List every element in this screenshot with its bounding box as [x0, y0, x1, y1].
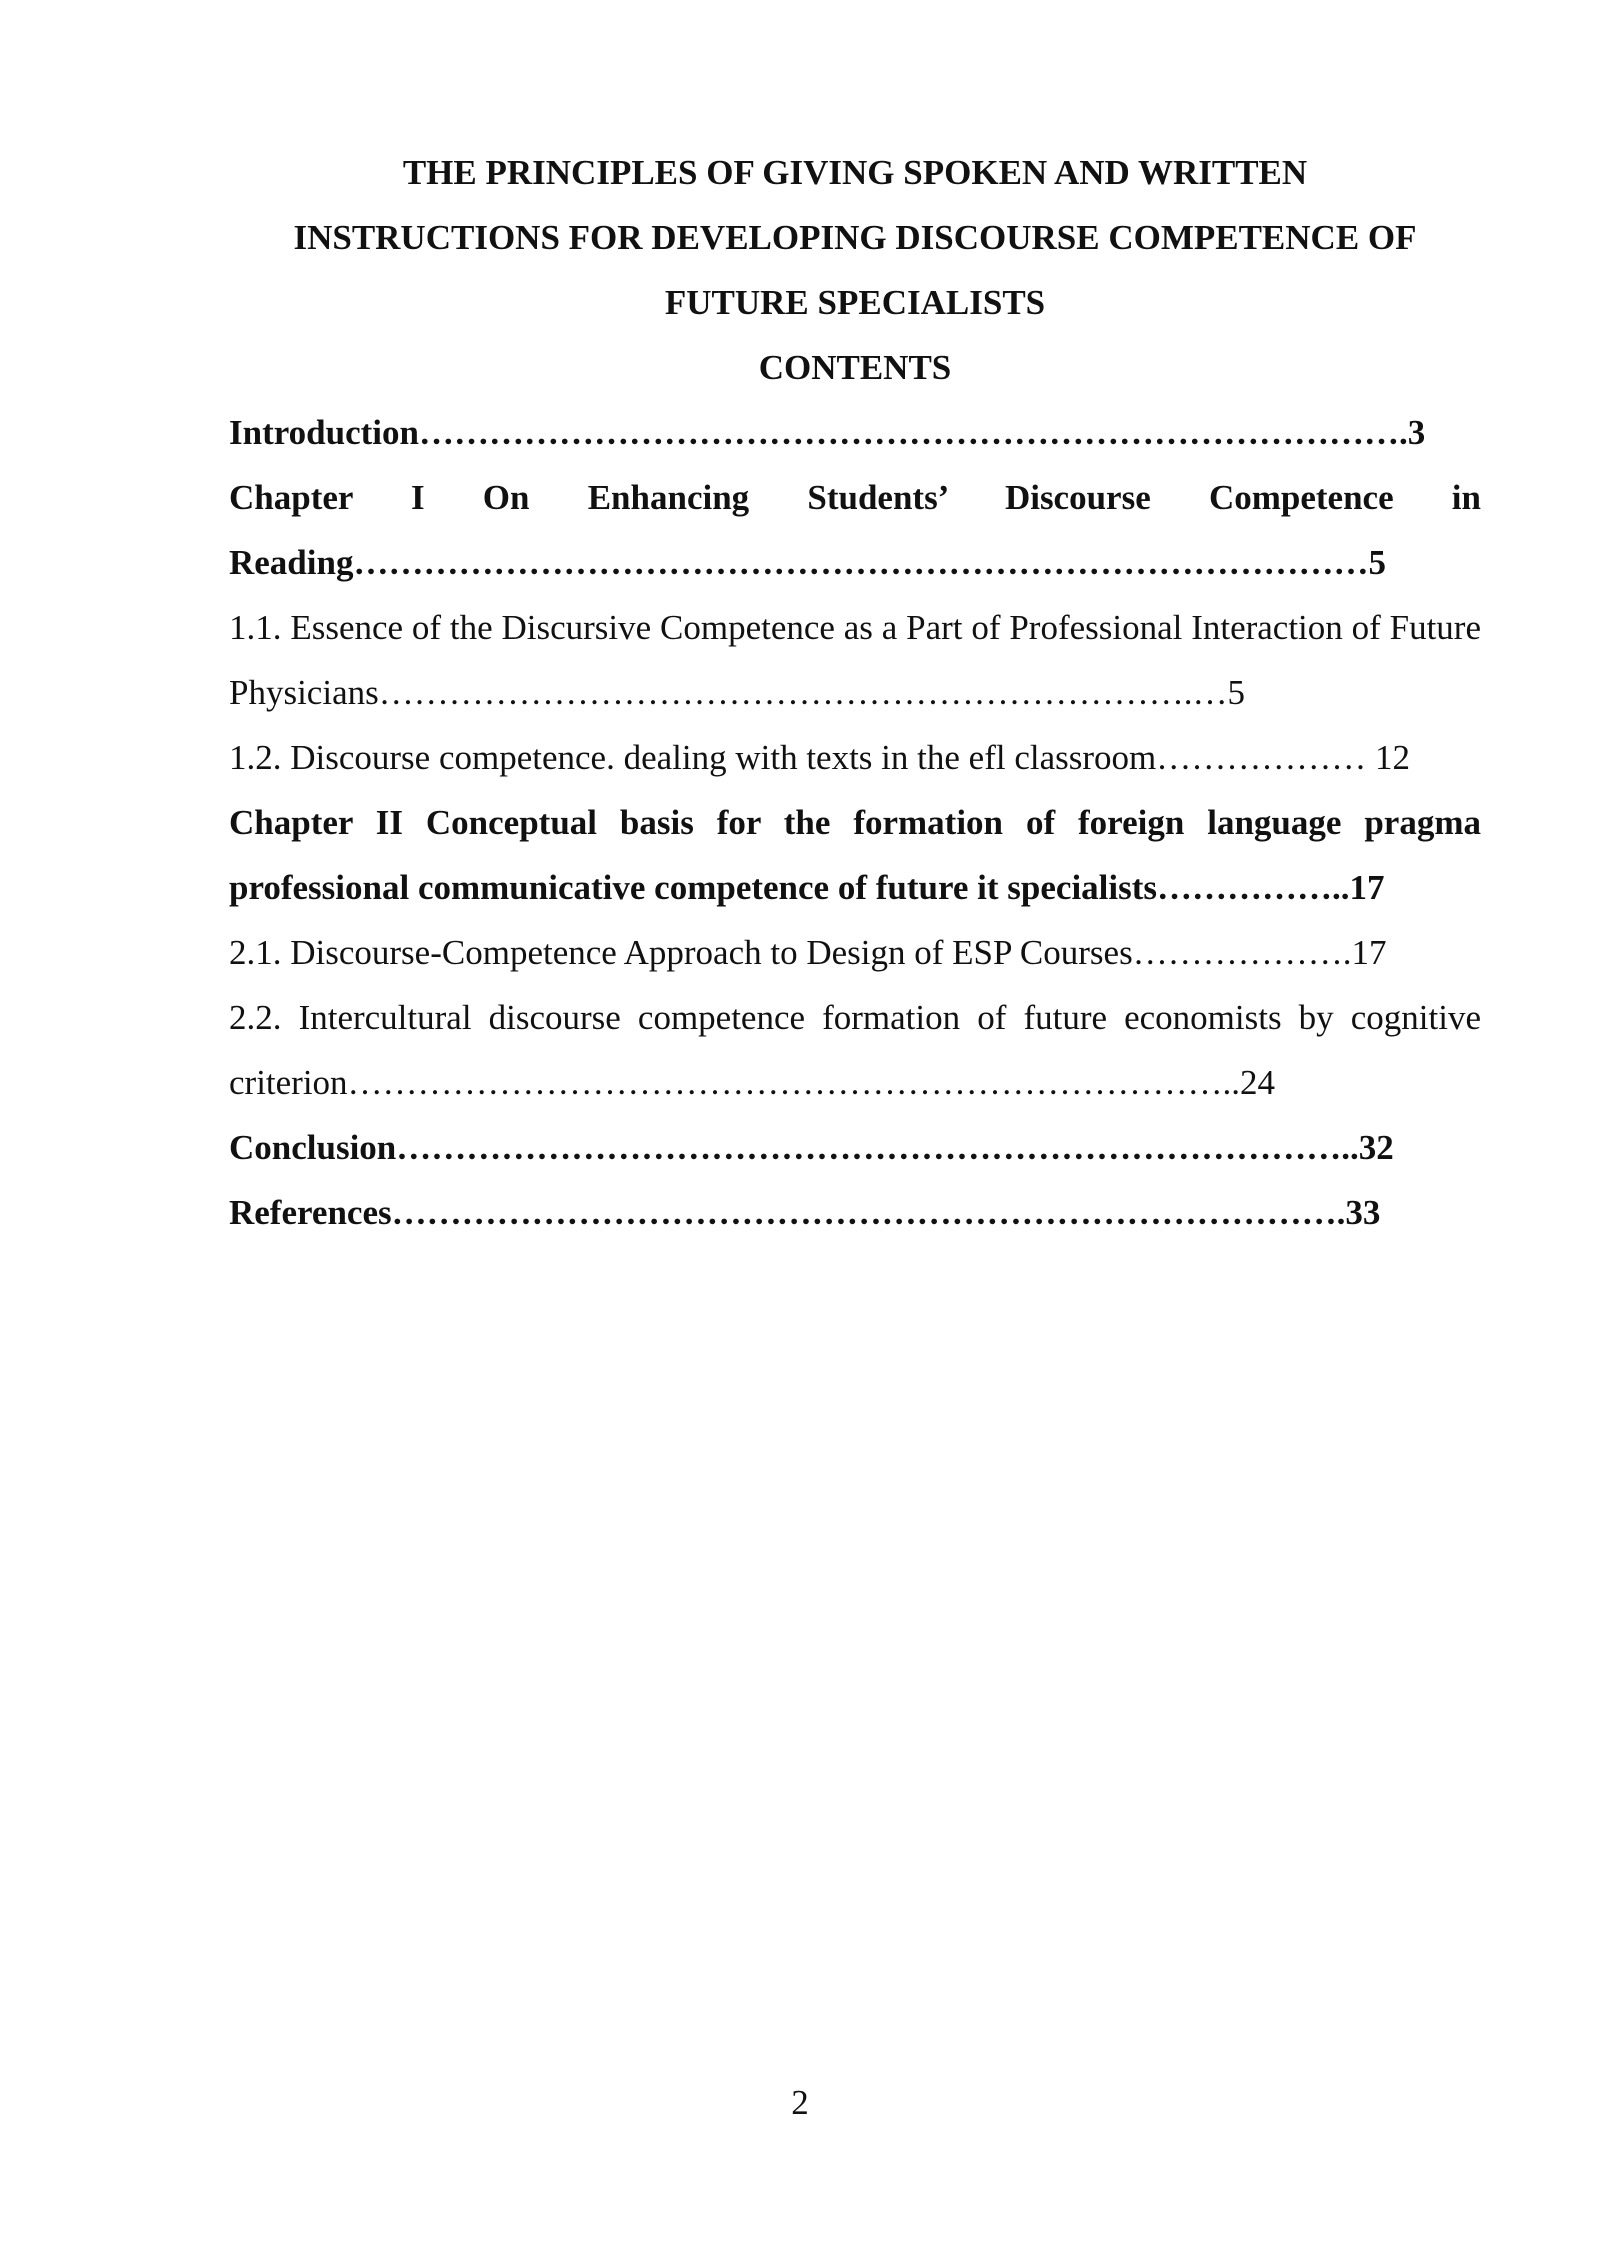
toc-entry-section-2-2: 2.2. Intercultural discourse competence formation of future economists by cognitive criterion…………………………………………………………………..24	[229, 998, 1481, 1102]
toc-entry-section-1-2: 1.2. Discourse competence. dealing with texts in the efl classroom……………… 12	[229, 738, 1410, 777]
toc-entry-chapter-1: Chapter I On Enhancing Students’ Discourse Competence in Reading……………………………………………………………………………5	[229, 478, 1481, 582]
toc-entry-introduction: Introduction………………………………………………………………………….3	[229, 413, 1426, 452]
toc-entry-section-1-1: 1.1. Essence of the Discursive Competence as a Part of Professional Interaction of Future Physicians…………………………………………………………….…5	[229, 608, 1481, 712]
title-line-3: FUTURE SPECIALISTS	[664, 283, 1046, 322]
toc-entry-conclusion: Conclusion………………………………………………………………………..32	[229, 1128, 1394, 1167]
title-line-2: INSTRUCTIONS FOR DEVELOPING DISCOURSE COMPETENCE OF	[293, 218, 1417, 257]
page-content	[229, 140, 1481, 1245]
title-line-1: THE PRINCIPLES OF GIVING SPOKEN AND WRITTEN	[402, 153, 1308, 192]
toc-entry-references: References……………………………………………………………………….33	[229, 1193, 1381, 1232]
toc-entry-chapter-2: Chapter II Conceptual basis for the formation of foreign language pragma professional communicative competence of future it specialists……………..17	[229, 803, 1481, 907]
toc-entry-section-2-1: 2.1. Discourse-Competence Approach to Design of ESP Courses……………….17	[229, 933, 1387, 972]
contents-heading: CONTENTS	[758, 348, 952, 387]
page-number: 2	[791, 2083, 809, 2122]
